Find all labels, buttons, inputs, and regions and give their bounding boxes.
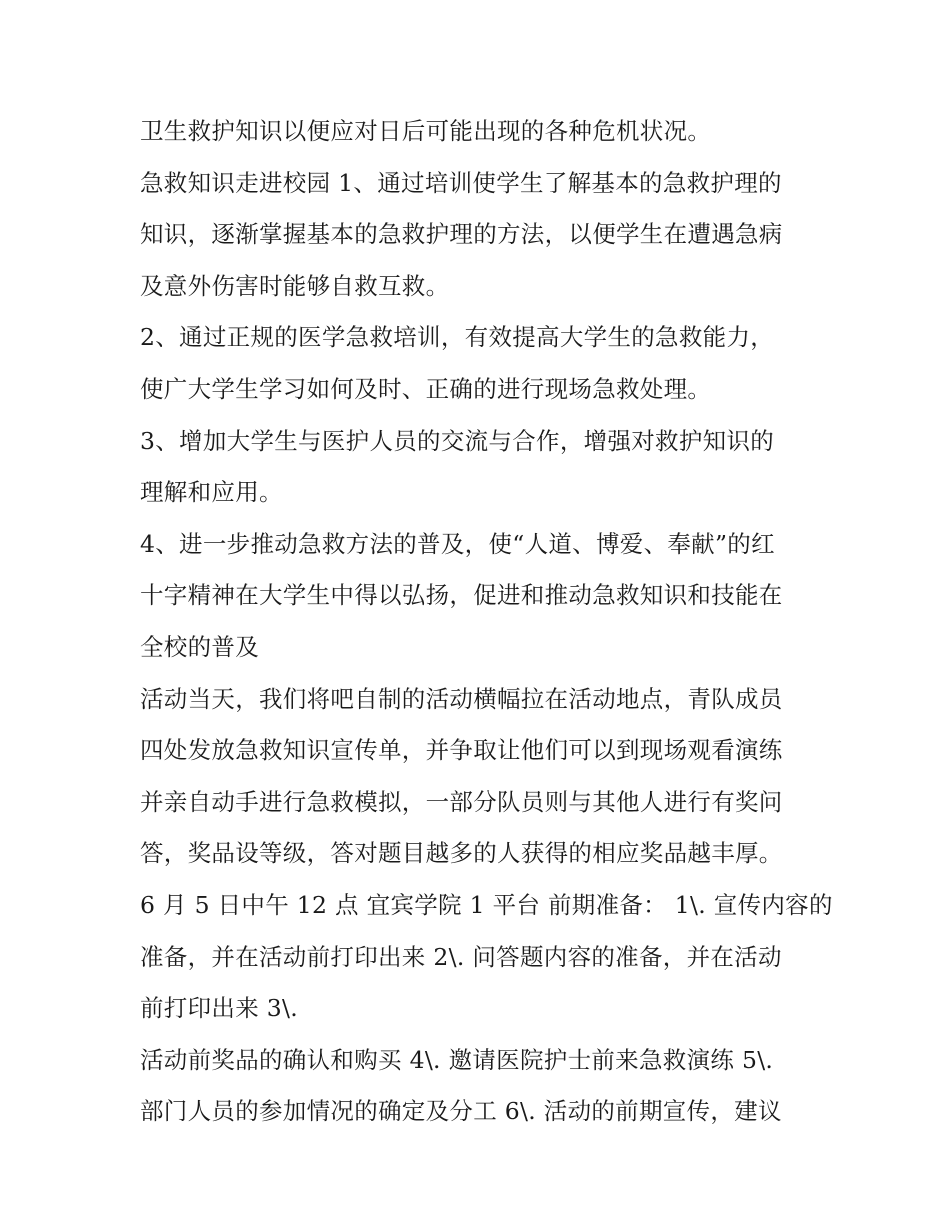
text-line: 理解和应用。 (140, 478, 283, 507)
text-line: 四处发放急救知识宣传单，并争取让他们可以到现场观看演练 (140, 736, 783, 765)
text-line: 知识，逐渐掌握基本的急救护理的方法，以便学生在遭遇急病 (140, 220, 783, 249)
text-line: 准备，并在活动前打印出来 2\. 问答题内容的准备，并在活动 (140, 942, 782, 971)
text-line: 卫生救护知识以便应对日后可能出现的各种危机状况。 (140, 117, 712, 145)
text-line: 部门人员的参加情况的确定及分工 6\. 活动的前期宣传，建议 (140, 1097, 782, 1126)
text-line: 2、通过正规的医学急救培训，有效提高大学生的急救能力， (140, 323, 775, 352)
text-line: 前打印出来 3\. (140, 994, 299, 1023)
text-line: 十字精神在大学生中得以弘扬，促进和推动急救知识和技能在 (140, 581, 783, 610)
document-body (140, 106, 833, 1138)
text-line: 6 月 5 日中午 12 点 宜宾学院 1 平台 前期准备： 1\. 宣传内容的 (140, 890, 833, 919)
text-line: 4、进一步推动急救方法的普及，使“人道、博爱、奉献”的红 (140, 529, 775, 558)
text-line: 全校的普及 (140, 632, 259, 661)
text-line: 3、增加大学生与医护人员的交流与合作，增强对救护知识的 (140, 426, 775, 455)
text-line: 使广大学生学习如何及时、正确的进行现场急救处理。 (140, 374, 712, 403)
text-line: 并亲自动手进行急救模拟，一部分队员则与其他人进行有奖问 (140, 787, 783, 816)
text-line: 急救知识走进校园 1、通过培训使学生了解基本的急救护理的 (140, 168, 782, 197)
text-line: 答，奖品设等级，答对题目越多的人获得的相应奖品越丰厚。 (140, 839, 783, 868)
text-line: 活动当天，我们将吧自制的活动横幅拉在活动地点，青队成员 (140, 684, 783, 713)
text-line: 活动前奖品的确认和购买 4\. 邀请医院护士前来急救演练 5\. (140, 1045, 774, 1074)
text-line: 及意外伤害时能够自救互救。 (140, 271, 450, 300)
